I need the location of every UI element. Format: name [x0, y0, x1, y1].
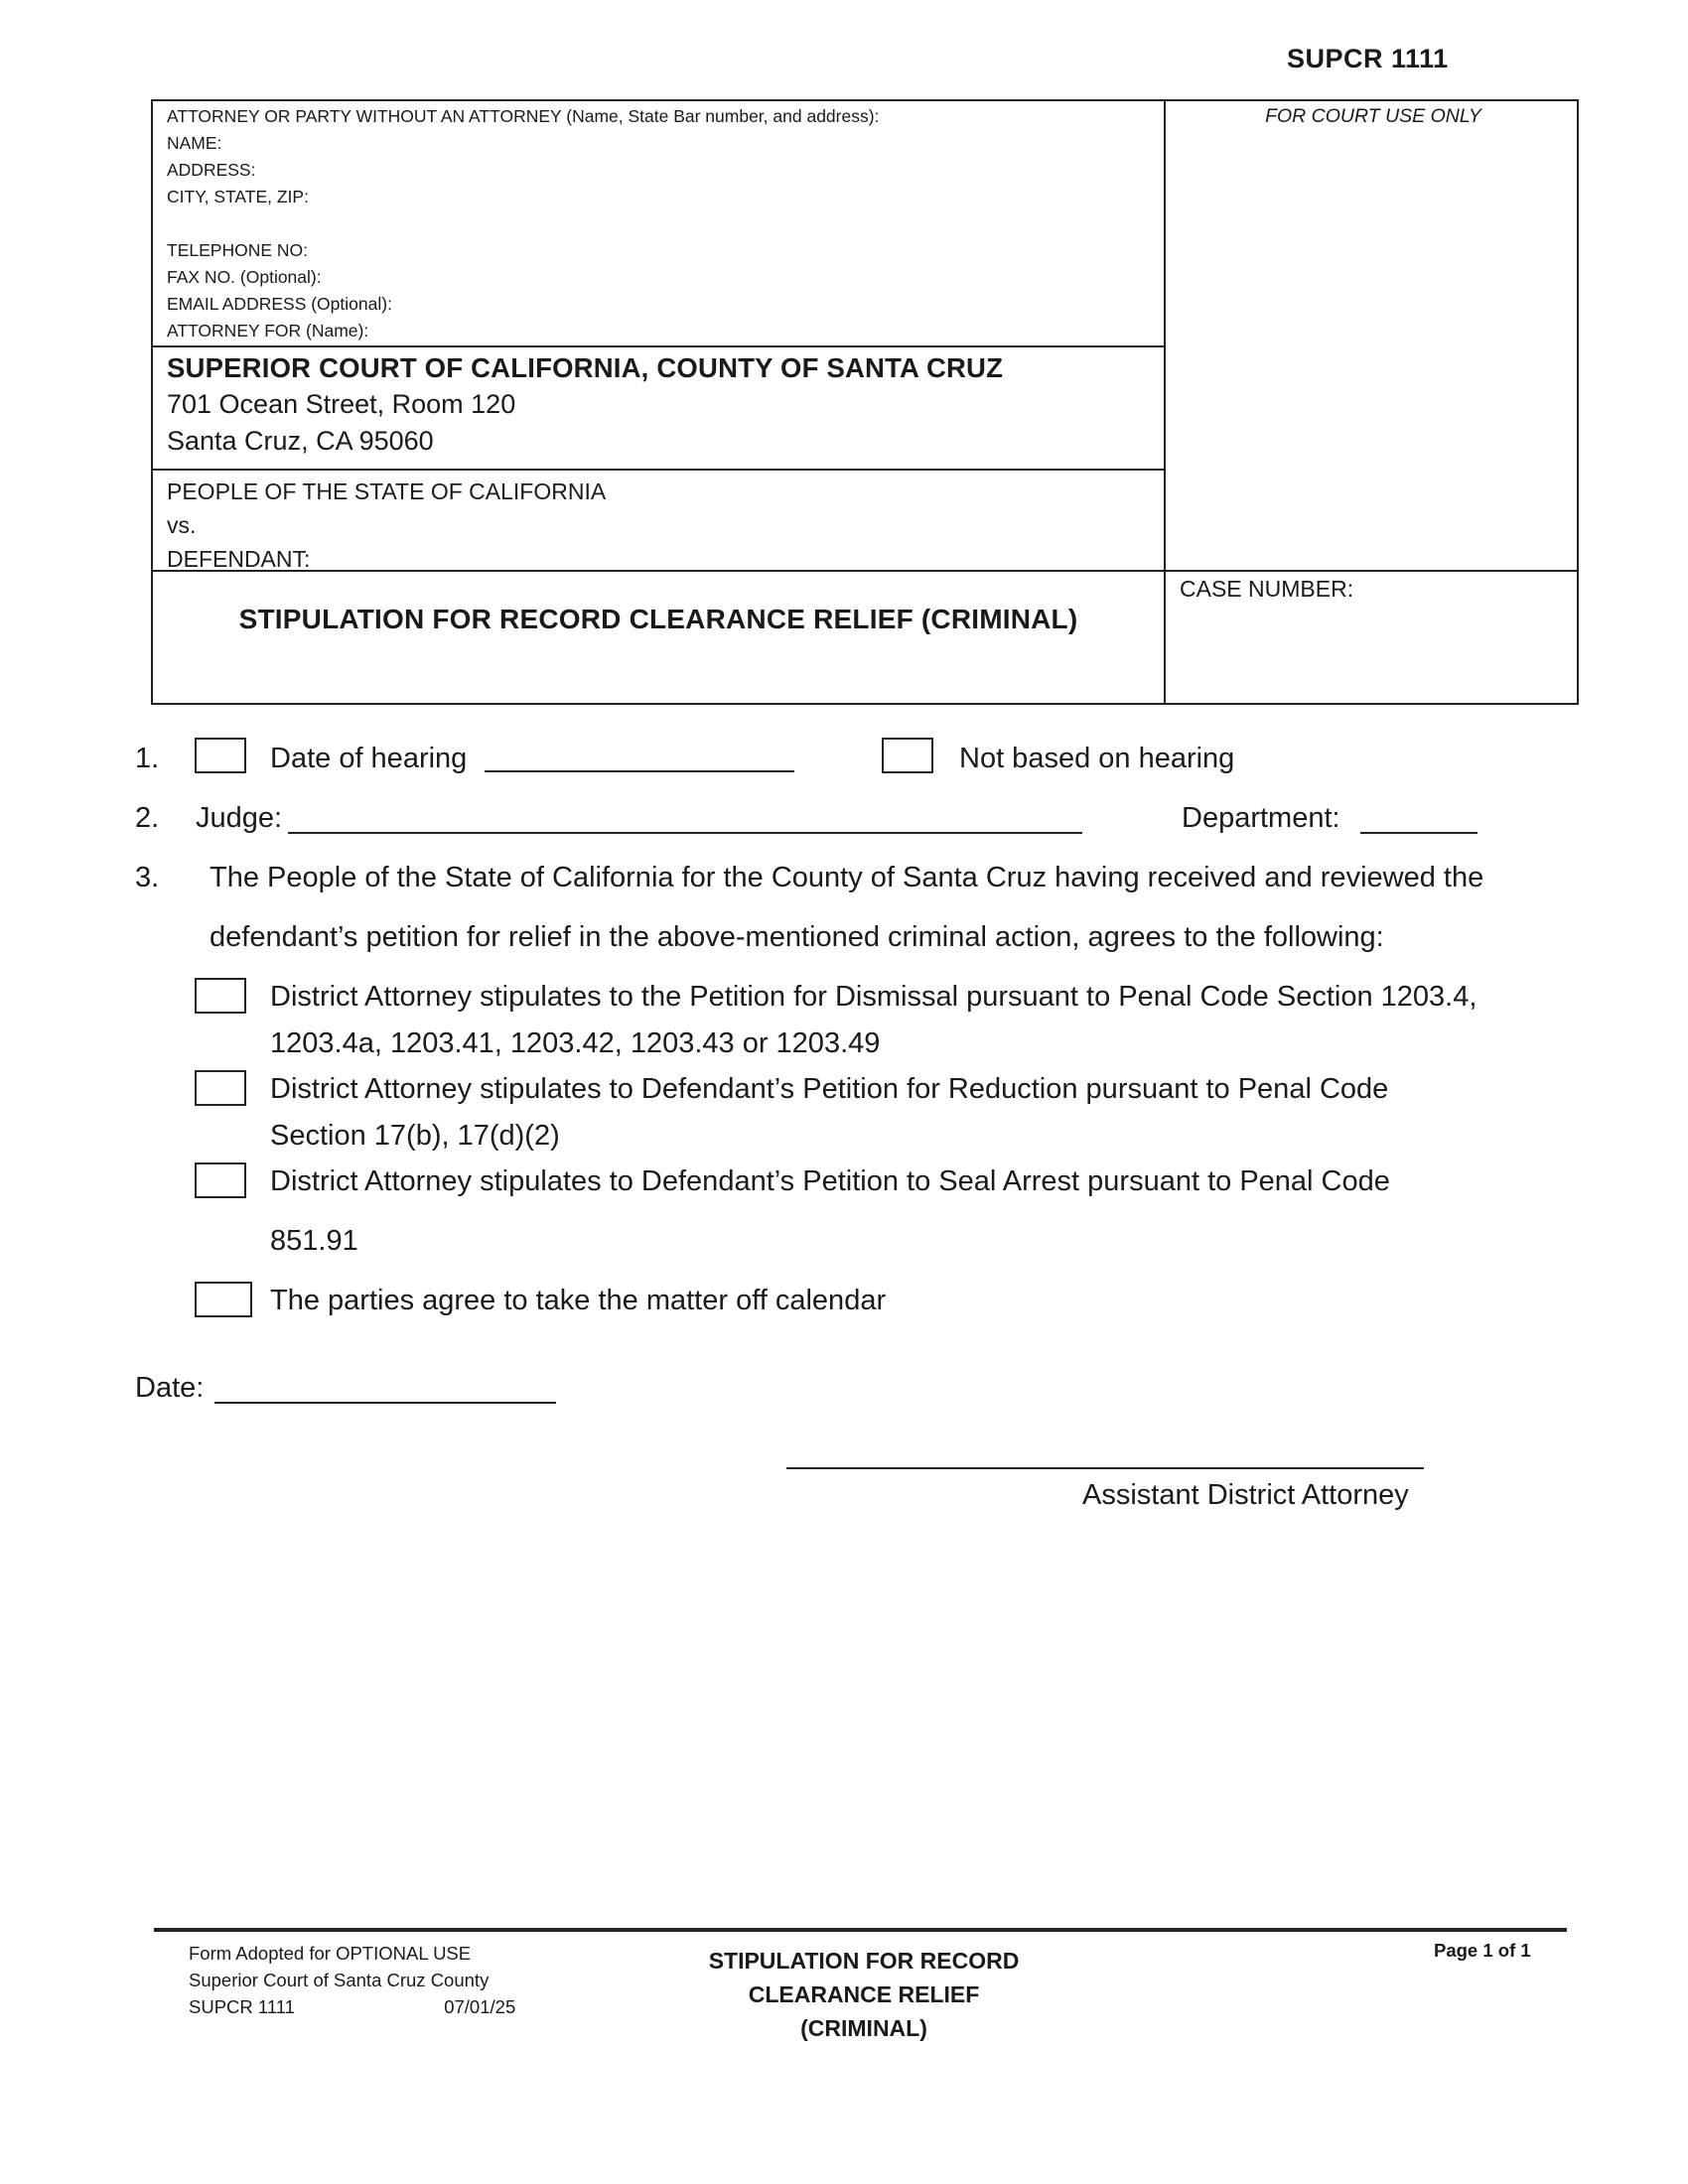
- page-number: Page 1 of 1: [1434, 1940, 1531, 1961]
- item-number-2: 2.: [135, 802, 160, 834]
- defendant-field[interactable]: DEFENDANT:: [167, 546, 311, 572]
- dismissal-checkbox[interactable]: [195, 978, 246, 1014]
- footer-rule: [154, 1928, 1567, 1932]
- attorney-fax-field[interactable]: FAX NO. (Optional):: [167, 267, 322, 287]
- footer-revision-date: 07/01/25: [444, 1996, 516, 2017]
- attorney-name-field[interactable]: NAME:: [167, 133, 222, 153]
- department-line[interactable]: [1360, 832, 1477, 834]
- footer-form-code: SUPCR 1111: [189, 1996, 295, 2017]
- department-label: Department:: [1182, 802, 1340, 834]
- plaintiff-label: PEOPLE OF THE STATE OF CALIFORNIA: [167, 478, 607, 504]
- footer-court: Superior Court of Santa Cruz County: [189, 1970, 490, 1990]
- signer-title: Assistant District Attorney: [1082, 1479, 1409, 1511]
- court-address-line1: 701 Ocean Street, Room 120: [167, 389, 516, 419]
- attorney-address-field[interactable]: ADDRESS:: [167, 160, 256, 180]
- document-title: STIPULATION FOR RECORD CLEARANCE RELIEF (CRIMINAL): [238, 604, 1078, 634]
- footer-code-row: [189, 1993, 515, 2020]
- item-number-3: 3.: [135, 862, 160, 893]
- footer-title-line2: CLEARANCE RELIEF: [748, 1981, 980, 2007]
- date-line[interactable]: [214, 1402, 556, 1404]
- date-label: Date:: [135, 1372, 205, 1404]
- grid-divider-court: [153, 345, 1164, 347]
- caption-grid: [151, 99, 1579, 705]
- attorney-for-field[interactable]: ATTORNEY FOR (Name):: [167, 321, 369, 341]
- date-of-hearing-label: Date of hearing: [270, 743, 468, 774]
- judge-label: Judge:: [196, 802, 283, 834]
- reduction-checkbox[interactable]: [195, 1070, 246, 1106]
- judge-line[interactable]: [288, 832, 1082, 834]
- court-block: [167, 349, 1003, 460]
- footer-adopted: Form Adopted for OPTIONAL USE: [189, 1943, 472, 1964]
- reduction-line1: District Attorney stipulates to Defendant’s Petition for Reduction pursuant to Penal Code: [270, 1073, 1389, 1105]
- case-number-field[interactable]: CASE NUMBER:: [1180, 576, 1354, 602]
- grid-divider-parties: [153, 469, 1164, 471]
- form-id: SUPCR 1111: [1287, 44, 1449, 73]
- item-number-1: 1.: [135, 743, 160, 774]
- attorney-blank-line: [167, 210, 879, 237]
- attorney-heading: ATTORNEY OR PARTY WITHOUT AN ATTORNEY (Name, State Bar number, and address):: [167, 106, 880, 126]
- off-calendar-label: The parties agree to take the matter off calendar: [270, 1285, 887, 1316]
- attorney-city-field[interactable]: CITY, STATE, ZIP:: [167, 187, 309, 206]
- grid-divider-vertical: [1164, 101, 1166, 703]
- not-based-on-hearing-checkbox[interactable]: [882, 738, 933, 773]
- footer-title-line3: (CRIMINAL): [800, 2015, 927, 2041]
- attorney-telephone-field[interactable]: TELEPHONE NO:: [167, 240, 308, 260]
- court-use-label: FOR COURT USE ONLY: [1265, 105, 1481, 127]
- court-address-line2: Santa Cruz, CA 95060: [167, 426, 434, 456]
- seal-arrest-line1: District Attorney stipulates to Defendant’s Petition to Seal Arrest pursuant to Penal Code: [270, 1165, 1390, 1197]
- seal-arrest-line2: 851.91: [270, 1225, 358, 1257]
- parties-block: [167, 475, 606, 576]
- dismissal-line2: 1203.4a, 1203.41, 1203.42, 1203.43 or 1203.49: [270, 1027, 881, 1059]
- date-of-hearing-line[interactable]: [485, 770, 794, 772]
- attorney-block: [167, 103, 879, 344]
- signature-line[interactable]: [786, 1467, 1424, 1469]
- footer-title: [655, 1944, 1072, 2045]
- attorney-email-field[interactable]: EMAIL ADDRESS (Optional):: [167, 294, 392, 314]
- off-calendar-checkbox[interactable]: [195, 1282, 252, 1317]
- paragraph-line2: defendant’s petition for relief in the above-mentioned criminal action, agrees to the following:: [210, 921, 1384, 953]
- reduction-line2: Section 17(b), 17(d)(2): [270, 1120, 560, 1152]
- footer-left: [189, 1940, 515, 2020]
- footer-title-line1: STIPULATION FOR RECORD: [708, 1948, 1020, 1974]
- not-based-on-hearing-label: Not based on hearing: [959, 743, 1235, 774]
- court-name: SUPERIOR COURT OF CALIFORNIA, COUNTY OF SANTA CRUZ: [167, 352, 1004, 383]
- date-of-hearing-checkbox[interactable]: [195, 738, 246, 773]
- seal-arrest-checkbox[interactable]: [195, 1162, 246, 1198]
- paragraph-line1: The People of the State of California for the County of Santa Cruz having received and reviewed the: [210, 862, 1484, 893]
- dismissal-line1: District Attorney stipulates to the Petition for Dismissal pursuant to Penal Code Section 1203.4,: [270, 981, 1477, 1013]
- versus-label: vs.: [167, 512, 197, 538]
